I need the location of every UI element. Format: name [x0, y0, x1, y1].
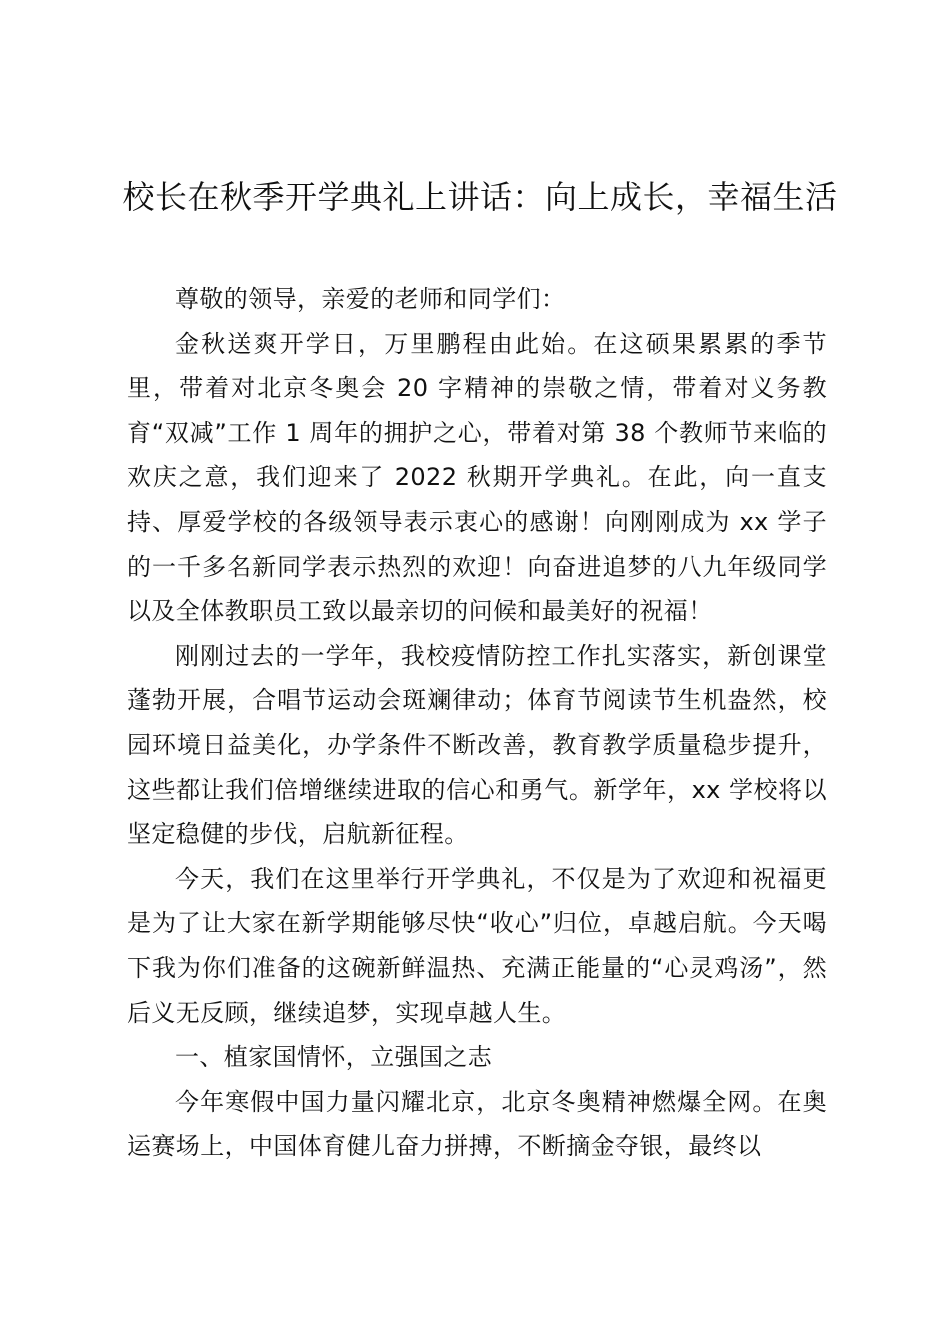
- document-title: 校长在秋季开学典礼上讲话：向上成长，幸福生活: [122, 178, 838, 216]
- body-paragraph: 金秋送爽开学日，万里鹏程由此始。在这硕果累累的季节里，带着对北京冬奥会 20 字精神的崇敬之情，带着对义务教育“双减”工作 1 周年的拥护之心，带着对第 38 个教师节来临的欢庆之意，我们迎来了 2022 秋期开学典礼。在此，向一直支持、厚爱学校的各级领导表示衷心的感谢！向刚刚成为 xx 学子的一千多名新同学表示热烈的欢迎！向奋进追梦的八九年级同学以及全体教职员工致以最亲切的问候和最美好的祝福！: [127, 329, 827, 626]
- body-paragraph: 刚刚过去的一学年，我校疫情防控工作扎实落实，新创课堂蓬勃开展，合唱节运动会斑斓律动；体育节阅读节生机盎然，校园环境日益美化，办学条件不断改善，教育教学质量稳步提升，这些都让我们倍增继续进取的信心和勇气。新学年，xx 学校将以坚定稳健的步伐，启航新征程。: [127, 641, 827, 849]
- salutation-paragraph: 尊敬的领导，亲爱的老师和同学们：: [175, 285, 566, 313]
- section-heading: 一、植家国情怀，立强国之志: [175, 1043, 493, 1072]
- body-paragraph: 今天，我们在这里举行开学典礼，不仅是为了欢迎和祝福更是为了让大家在新学期能够尽快“收心”归位，卓越启航。今天喝下我为你们准备的这碗新鲜温热、充满正能量的“心灵鸡汤”，然后义无反顾，继续追梦，实现卓越人生。: [127, 864, 827, 1027]
- body-paragraph: 今年寒假中国力量闪耀北京，北京冬奥精神燃爆全网。在奥运赛场上，中国体育健儿奋力拼搏，不断摘金夺银，最终以: [127, 1087, 827, 1161]
- document-body: [127, 277, 827, 1169]
